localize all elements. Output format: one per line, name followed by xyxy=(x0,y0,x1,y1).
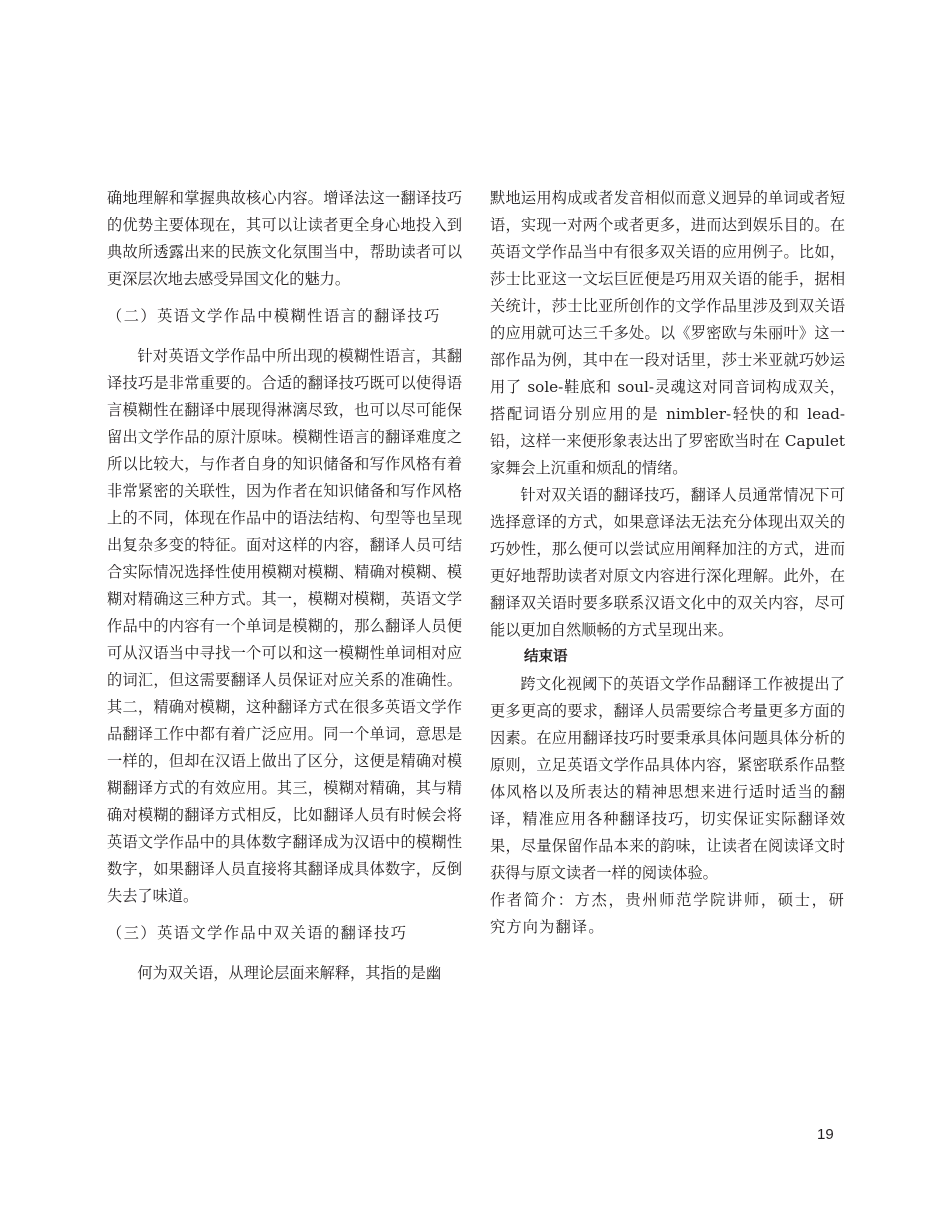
left-paragraph-1: 确地理解和掌握典故核心内容。增译法这一翻译技巧的优势主要体现在，其可以让读者更全身心地投入到典故所透露出来的民族文化氛围当中，帮助读者可以更深层次地去感受异国文化的魅力。 xyxy=(107,189,462,288)
page-number: 19 xyxy=(817,1126,834,1143)
section-heading-2: （二）英语文学作品中模糊性语言的翻译技巧 xyxy=(107,307,441,325)
conclusion-paragraph: 跨文化视阈下的英语文学作品翻译工作被提出了更多更高的要求，翻译人员需要综合考量更多方面的因素。在应用翻译技巧时要秉承具体问题具体分析的原则，立足英语文学作品具体内容，紧密联系作品整体风格以及所表达的精神思想来进行适时适当的翻译，精准应用各种翻译技巧，切实保证实际翻译效果，尽量保留作品本来的韵味，让读者在阅读译文时获得与原文读者一样的阅读体验。 xyxy=(490,675,845,882)
conclusion-heading: 结束语 xyxy=(524,649,568,665)
right-column xyxy=(490,185,845,941)
right-paragraph-2: 针对双关语的翻译技巧，翻译人员通常情况下可选择意译的方式，如果意译法无法充分体现出双关的巧妙性，那么便可以尝试应用阐释加注的方式，进而更好地帮助读者对原文内容进行深化理解。此外，在翻译双关语时要多联系汉语文化中的双关内容，尽可能以更加自然顺畅的方式呈现出来。 xyxy=(490,486,845,639)
author-note: 作者简介：方杰，贵州师范学院讲师，硕士，研究方向为翻译。 xyxy=(490,891,845,936)
section-heading-3: （三）英语文学作品中双关语的翻译技巧 xyxy=(107,924,408,942)
left-paragraph-2: 针对英语文学作品中所出现的模糊性语言，其翻译技巧是非常重要的。合适的翻译技巧既可以使得语言模糊性在翻译中展现得淋漓尽致，也可以尽可能保留出文学作品的原汁原味。模糊性语言的翻译难度之所以比较大，与作者自身的知识储备和写作风格有着非常紧密的关联性，因为作者在知识储备和写作风格上的不同，体现在作品中的语法结构、句型等也呈现出复杂多变的特征。面对这样的内容，翻译人员可结合实际情况选择性使用模糊对模糊、精确对模糊、模糊对精确这三种方式。其一，模糊对模糊，英语文学作品中的内容有一个单词是模糊的，那么翻译人员便可从汉语当中寻找一个可以和这一模糊性单词相对应的词汇，但这需要翻译人员保证对应关系的准确性。其二，精确对模糊，这种翻译方式在很多英语文学作品翻译工作中都有着广泛应用。同一个单词，意思是一样的，但却在汉语上做出了区分，这便是精确对模糊翻译方式的有效应用。其三，模糊对精确，其与精确对模糊的翻译方式相反，比如翻译人员有时候会将英语文学作品中的具体数字翻译成为汉语中的模糊性数字，如果翻译人员直接将其翻译成具体数字，反倒失去了味道。 xyxy=(107,347,462,905)
left-column xyxy=(107,185,462,987)
left-paragraph-3: 何为双关语，从理论层面来解释，其指的是幽 xyxy=(137,964,442,982)
right-paragraph-1: 默地运用构成或者发音相似而意义迥异的单词或者短语，实现一对两个或者更多，进而达到娱乐目的。在英语文学作品当中有很多双关语的应用例子。比如，莎士比亚这一文坛巨匠便是巧用双关语的能手，据相关统计，莎士比亚所创作的文学作品里涉及到双关语的应用就可达三千多处。以《罗密欧与朱丽叶》这一部作品为例，其中在一段对话里，莎士米亚就巧妙运用了 sole-鞋底和 soul-灵魂这对同音词构成双关，搭配词语分别应用的是 nimbler-轻快的和 lead-铅，这样一来便形象表达出了罗密欧当时在 Capulet 家舞会上沉重和烦乱的情绪。 xyxy=(490,189,845,477)
